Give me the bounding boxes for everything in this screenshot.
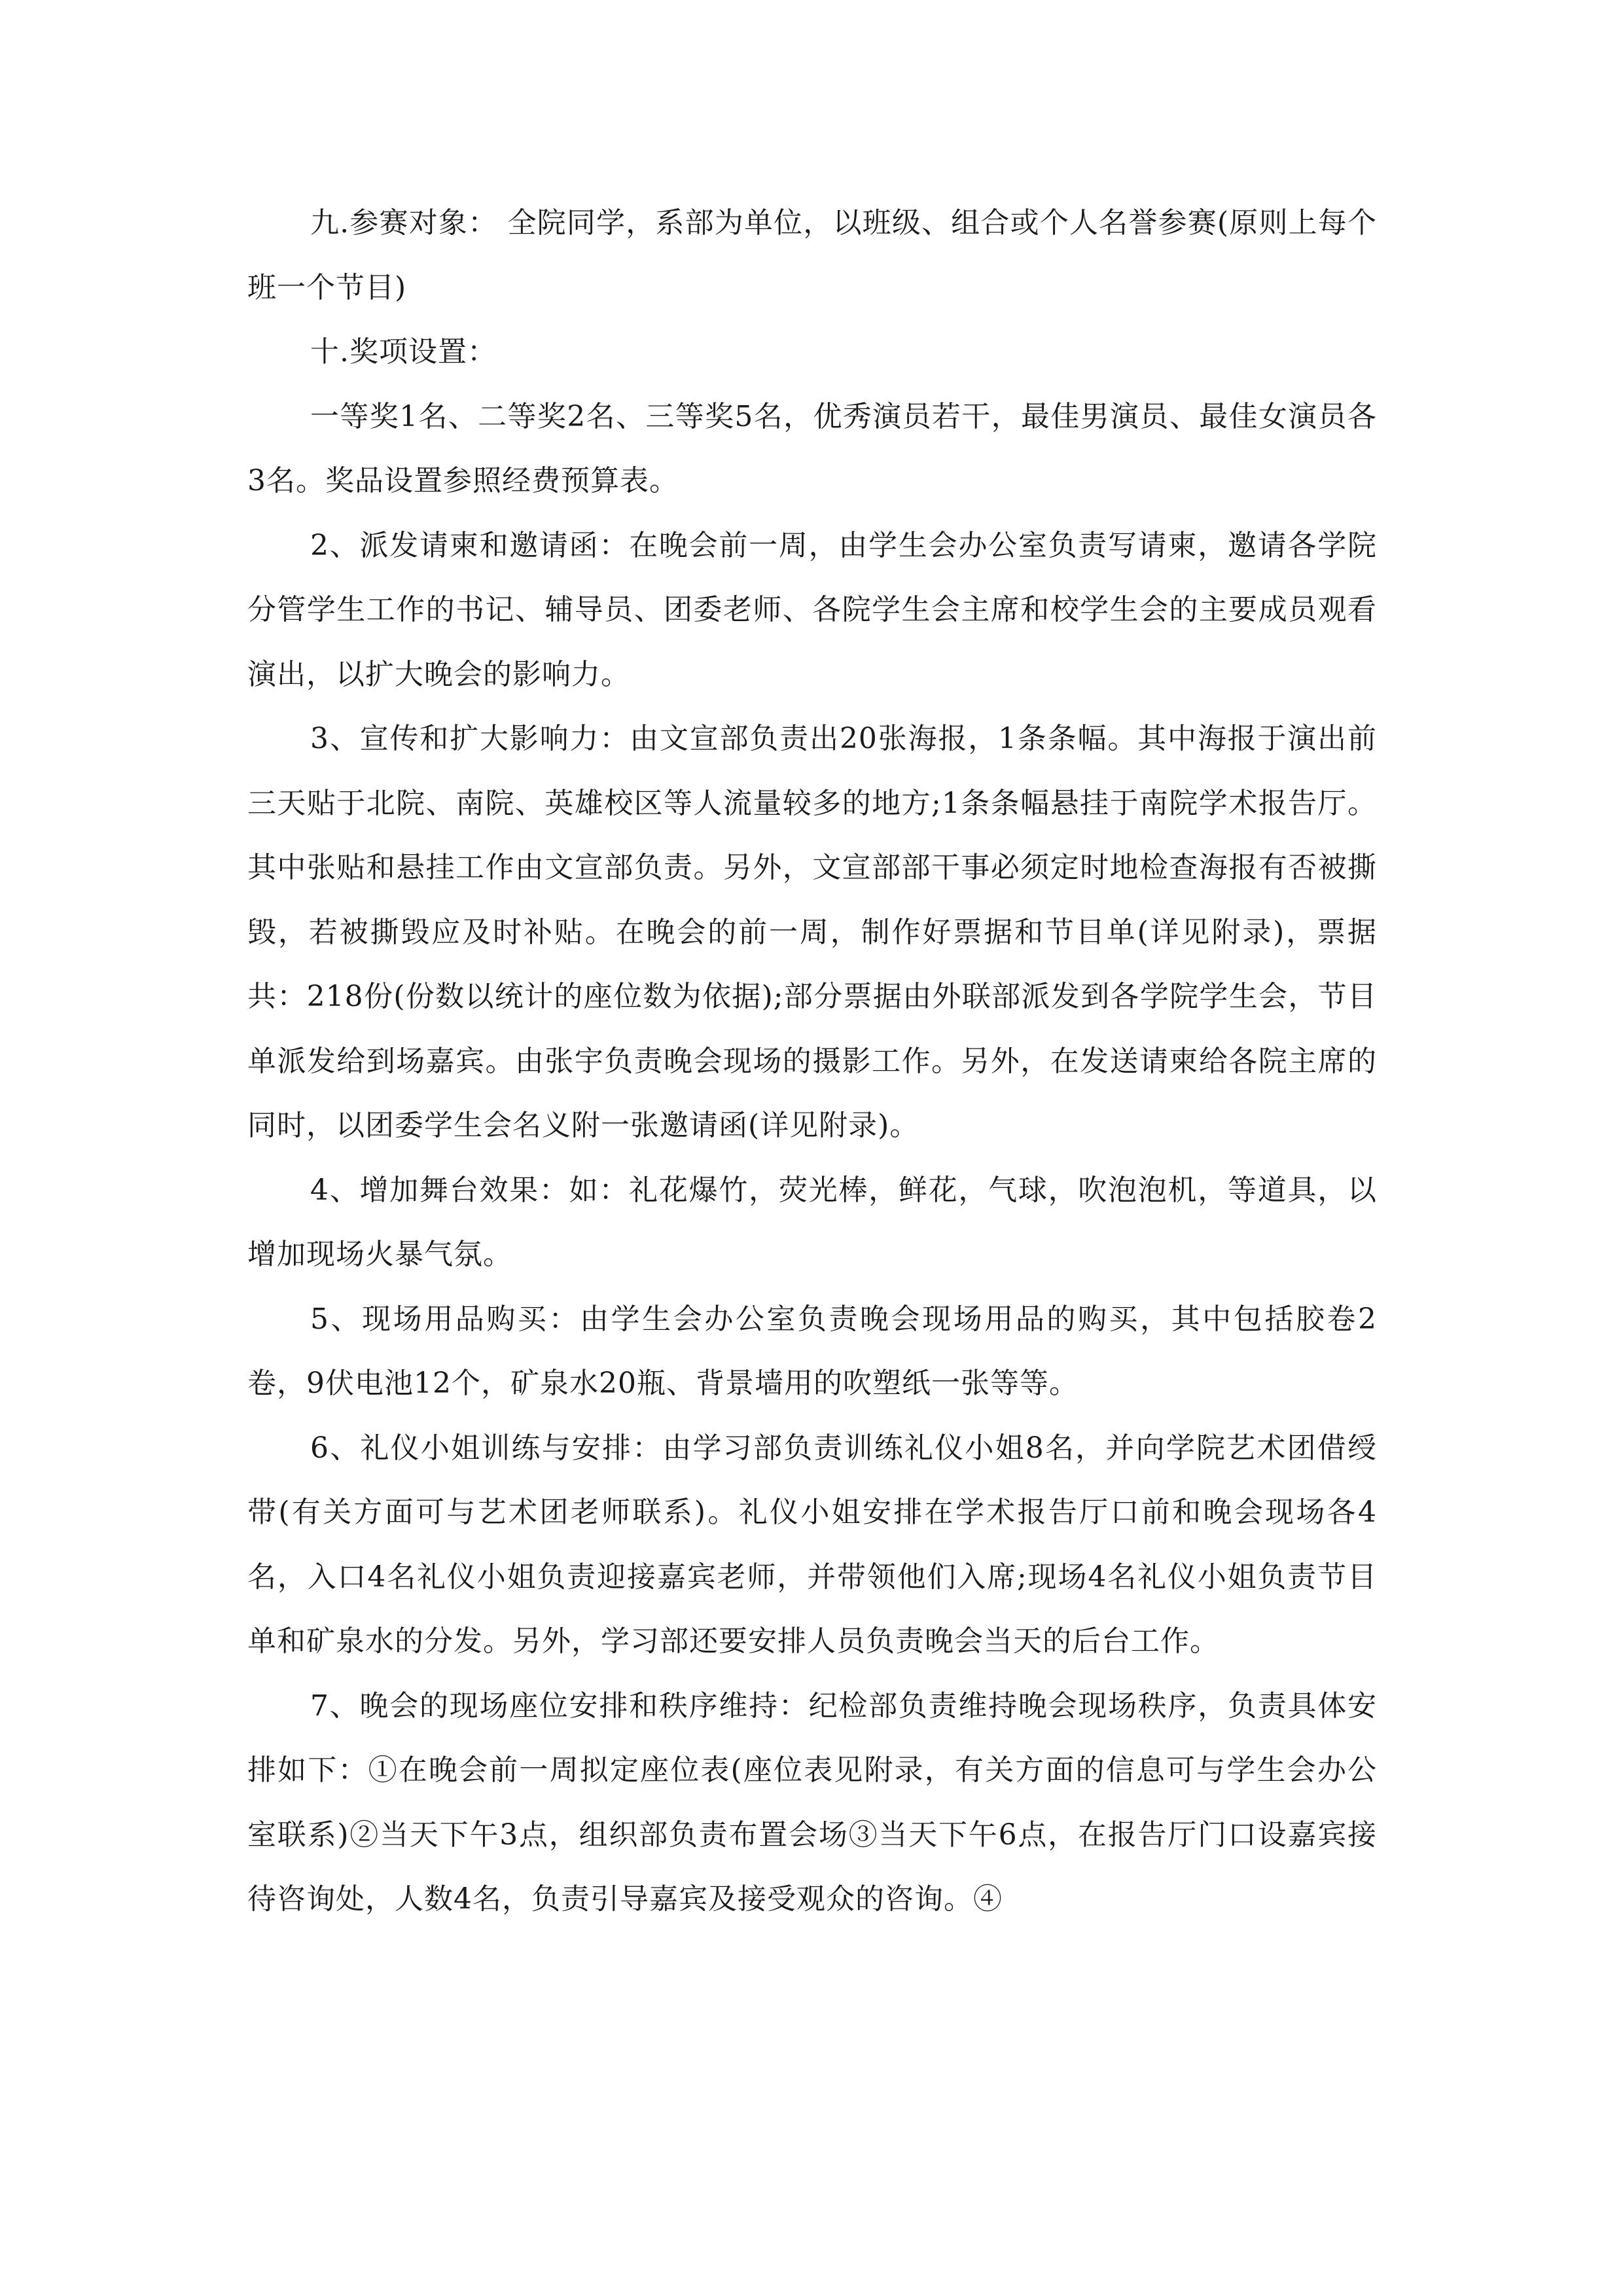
- paragraph-seating: 7、晚会的现场座位安排和秩序维持：纪检部负责维持晚会现场秩序，负责具体安排如下：①在晚会前一周拟定座位表(座位表见附录，有关方面的信息可与学生会办公室联系)②当天下午3点，组织部负责布置会场③当天下午6点，在报告厅门口设嘉宾接待咨询处，人数4名，负责引导嘉宾及接受观众的咨询。④: [247, 1689, 1377, 1916]
- paragraph-invitations: 2、派发请柬和邀请函：在晚会前一周，由学生会办公室负责写请柬，邀请各学院分管学生工作的书记、辅导员、团委老师、各院学生会主席和校学生会的主要成员观看演出，以扩大晚会的影响力。: [247, 528, 1377, 691]
- paragraph-participants: 九.参赛对象： 全院同学，系部为单位，以班级、组合或个人名誉参赛(原则上每个班一个节目): [247, 206, 1377, 304]
- paragraph-awards-detail: 一等奖1名、二等奖2名、三等奖5名，优秀演员若干，最佳男演员、最佳女演员各3名。奖品设置参照经费预算表。: [247, 399, 1377, 497]
- paragraph-purchasing: 5、现场用品购买：由学生会办公室负责晚会现场用品的购买，其中包括胶卷2卷，9伏电池12个，矿泉水20瓶、背景墙用的吹塑纸一张等等。: [247, 1302, 1377, 1400]
- paragraph-stage-effects: 4、增加舞台效果：如：礼花爆竹，荧光棒，鲜花，气球，吹泡泡机，等道具，以增加现场火暴气氛。: [247, 1173, 1377, 1271]
- paragraph-etiquette: 6、礼仪小姐训练与安排：由学习部负责训练礼仪小姐8名，并向学院艺术团借绶带(有关方面可与艺术团老师联系)。礼仪小姐安排在学术报告厅口前和晚会现场各4名，入口4名礼仪小姐负责迎接嘉宾老师，并带领他们入席;现场4名礼仪小姐负责节目单和矿泉水的分发。另外，学习部还要安排人员负责晚会当天的后台工作。: [247, 1431, 1377, 1658]
- paragraph-publicity: 3、宣传和扩大影响力：由文宣部负责出20张海报，1条条幅。其中海报于演出前三天贴于北院、南院、英雄校区等人流量较多的地方;1条条幅悬挂于南院学术报告厅。其中张贴和悬挂工作由文宣部负责。另外，文宣部部干事必须定时地检查海报有否被撕毁，若被撕毁应及时补贴。在晚会的前一周，制作好票据和节目单(详见附录)，票据共：218份(份数以统计的座位数为依据);部分票据由外联部派发到各学院学生会，节目单派发给到场嘉宾。由张宇负责晚会现场的摄影工作。另外，在发送请柬给各院主席的同时，以团委学生会名义附一张邀请函(详见附录)。: [247, 722, 1377, 1142]
- paragraph-awards-heading: 十.奖项设置：: [310, 335, 497, 368]
- document-body: [247, 191, 1377, 1932]
